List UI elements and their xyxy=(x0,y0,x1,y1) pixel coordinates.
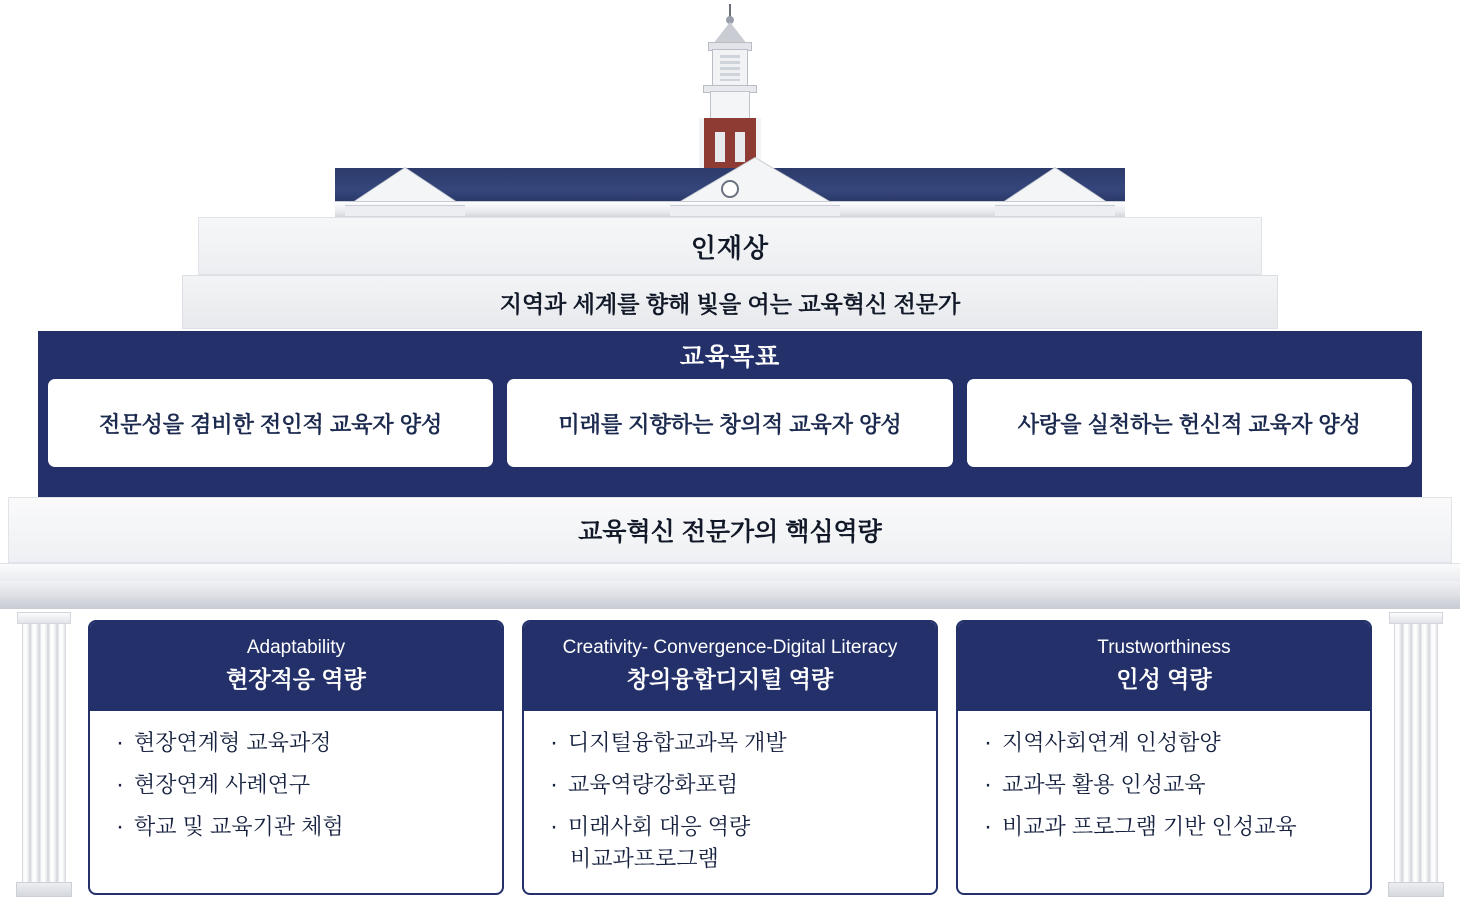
tower-belfry-icon xyxy=(712,49,748,87)
competency-korean-label: 현장적응 역량 xyxy=(226,665,366,692)
core-competency-band xyxy=(8,497,1452,563)
competency-card-trustworthiness xyxy=(956,620,1372,895)
competency-card-header xyxy=(958,622,1370,711)
competency-card-creativity xyxy=(522,620,938,895)
goals-section xyxy=(38,331,1422,497)
competency-item: · 지역사회연계 인성함양 xyxy=(982,727,1350,759)
pillar-right-icon xyxy=(1394,612,1438,897)
competency-item: · 현장연계 사례연구 xyxy=(114,769,482,801)
competency-english-label: Creativity- Convergence-Digital Literacy xyxy=(562,637,898,658)
competency-card-adaptability xyxy=(88,620,504,895)
pillar-capital-icon xyxy=(17,612,71,624)
pillar-shaft-icon xyxy=(22,624,66,882)
competency-card-body xyxy=(958,711,1370,893)
pillar-base-icon xyxy=(16,882,72,897)
talent-statement-band xyxy=(182,275,1278,329)
pillar-left-icon xyxy=(22,612,66,897)
competency-item: · 교육역량강화포럼 xyxy=(548,769,916,801)
competency-korean-label: 인성 역량 xyxy=(1116,665,1212,692)
competency-english-label: Adaptability xyxy=(246,637,346,658)
goals-card-row xyxy=(38,379,1422,467)
competency-item-list xyxy=(114,727,482,843)
competency-card-body xyxy=(90,711,502,893)
goal-card: 사랑을 실천하는 헌신적 교육자 양성 xyxy=(967,379,1412,467)
competency-item-list xyxy=(982,727,1350,843)
competency-item-subline: 비교과프로그램 xyxy=(570,845,719,871)
competency-card-row xyxy=(88,620,1372,895)
competency-item xyxy=(548,811,916,875)
core-competency-title: 교육혁신 전문가의 핵심역량 xyxy=(578,518,882,546)
competency-item: · 학교 및 교육기관 체험 xyxy=(114,811,482,843)
competency-korean-label: 창의융합디지털 역량 xyxy=(626,665,834,692)
competency-card-header xyxy=(524,622,936,711)
competency-item: · 디지털융합교과목 개발 xyxy=(548,727,916,759)
tower-roof-icon xyxy=(713,22,747,44)
pediment-base-center-icon xyxy=(670,205,840,216)
goal-card: 미래를 지향하는 창의적 교육자 양성 xyxy=(507,379,952,467)
competency-english-label: Trustworthiness xyxy=(1097,637,1231,658)
platform-slab-top xyxy=(0,563,1460,582)
competency-item: · 현장연계형 교육과정 xyxy=(114,727,482,759)
talent-title: 인재상 xyxy=(690,232,770,263)
competency-card-body xyxy=(524,711,936,895)
platform-slab-bottom xyxy=(0,597,1460,609)
pillar-shaft-icon xyxy=(1394,624,1438,882)
pillar-capital-icon xyxy=(1389,612,1443,624)
clock-icon xyxy=(721,180,739,198)
pediment-base-right-icon xyxy=(995,205,1115,216)
competency-card-header xyxy=(90,622,502,711)
pillar-base-icon xyxy=(1388,882,1444,897)
talent-statement: 지역과 세계를 향해 빛을 여는 교육혁신 전문가 xyxy=(499,290,961,317)
talent-title-band xyxy=(198,217,1262,275)
goal-card: 전문성을 겸비한 전인적 교육자 양성 xyxy=(48,379,493,467)
competency-item-list xyxy=(548,727,916,875)
competency-item: · 교과목 활용 인성교육 xyxy=(982,769,1350,801)
competency-item: · 비교과 프로그램 기반 인성교육 xyxy=(982,811,1350,843)
pediment-base-left-icon xyxy=(345,205,465,216)
goals-title: 교육목표 xyxy=(679,343,781,371)
competency-item-main: 미래사회 대응 역량 xyxy=(568,813,751,839)
platform-slab-middle xyxy=(0,581,1460,597)
university-building-icon xyxy=(335,0,1125,222)
